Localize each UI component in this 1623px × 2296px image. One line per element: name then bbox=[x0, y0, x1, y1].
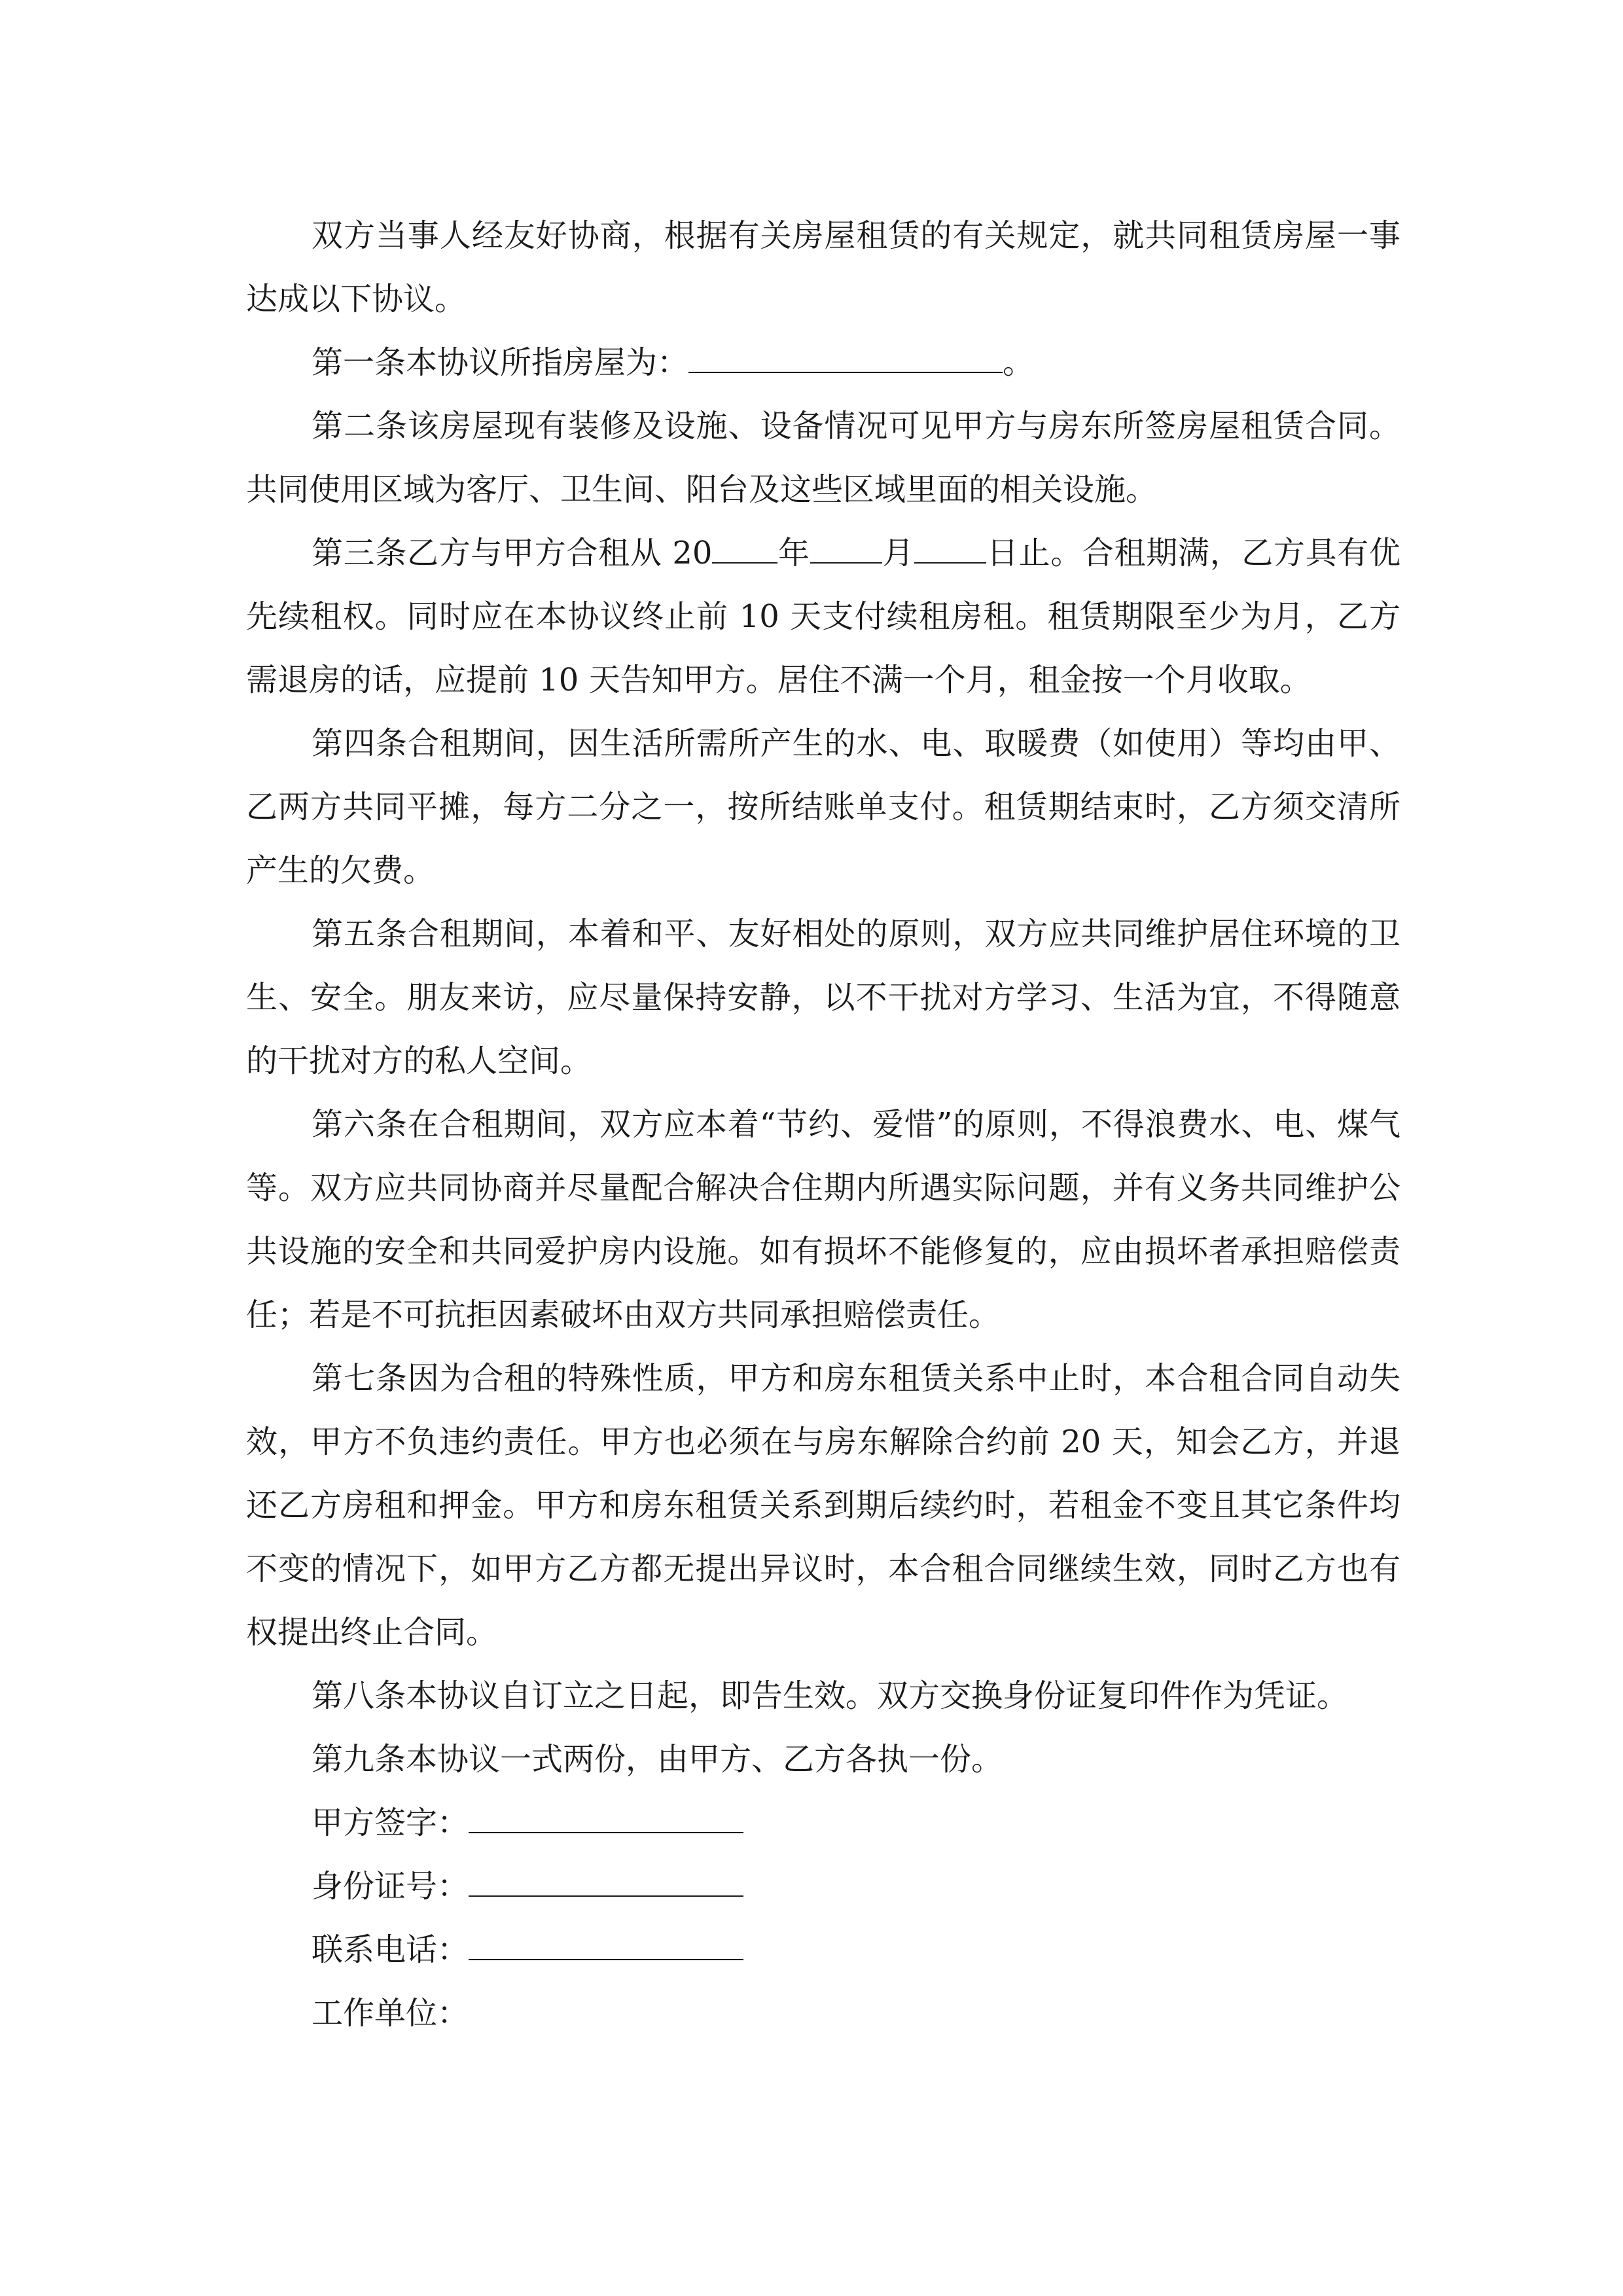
article-9: 第九条本协议一式两份，由甲方、乙方各执一份。 bbox=[312, 1741, 1003, 1778]
article-2: 第二条该房屋现有装修及设施、设备情况可见甲方与房东所签房屋租赁合同。共同使用区域为客厅、卫生间、阳台及这些区域里面的相关设施。 bbox=[246, 408, 1400, 508]
employer-row bbox=[246, 1982, 1400, 2045]
article-1 bbox=[246, 331, 1400, 395]
article-5: 第五条合租期间，本着和平、友好相处的原则，双方应共同维护居住环境的卫生、安全。朋友来访，应尽量保持安静，以不干扰对方学习、生活为宜，不得随意的干扰对方的私人空间。 bbox=[246, 916, 1400, 1079]
article-3-part1: 第三条乙方与甲方合租从 20 bbox=[312, 535, 713, 571]
phone-label: 联系电话： bbox=[312, 1931, 469, 1968]
phone-row bbox=[246, 1918, 1400, 1982]
employer-label: 工作单位： bbox=[312, 1995, 469, 2032]
article-1-suffix: 。 bbox=[1003, 344, 1035, 381]
article-1-prefix: 第一条本协议所指房屋为： bbox=[312, 344, 689, 381]
party-a-signature-blank[interactable] bbox=[469, 1803, 743, 1833]
article-3 bbox=[246, 522, 1400, 712]
id-number-blank[interactable] bbox=[469, 1867, 743, 1897]
party-a-signature-row bbox=[246, 1791, 1400, 1855]
year-blank[interactable] bbox=[712, 533, 777, 564]
phone-blank[interactable] bbox=[469, 1930, 743, 1960]
day-blank[interactable] bbox=[914, 533, 986, 564]
article-4: 第四条合租期间，因生活所需所产生的水、电、取暖费（如使用）等均由甲、乙两方共同平摊，每方二分之一，按所结账单支付。租赁期结束时，乙方须交清所产生的欠费。 bbox=[246, 725, 1400, 889]
id-number-row bbox=[246, 1855, 1400, 1918]
article-7: 第七条因为合租的特殊性质，甲方和房东租赁关系中止时，本合租合同自动失效，甲方不负违约责任。甲方也必须在与房东解除合约前 20 天，知会乙方，并退还乙方房租和押金。甲方和房东租赁关系到期后续约时，若租金不变且其它条件均不变的情况下，如甲方乙方都无提出异议时，本合租合同继续生效，同时乙方也有权提出终止合同。 bbox=[246, 1360, 1400, 1651]
article-6: 第六条在合租期间，双方应本着“节约、爱惜”的原则，不得浪费水、电、煤气等。双方应共同协商并尽量配合解决合住期内所遇实际问题，并有义务共同维护公共设施的安全和共同爱护房内设施。如有损坏不能修复的，应由损坏者承担赔偿责任；若是不可抗拒因素破坏由双方共同承担赔偿责任。 bbox=[246, 1106, 1400, 1333]
month-blank[interactable] bbox=[810, 533, 882, 564]
id-number-label: 身份证号： bbox=[312, 1868, 469, 1905]
article-3-part2: 年 bbox=[777, 535, 810, 571]
contract-page bbox=[246, 204, 1400, 2045]
party-a-signature-label: 甲方签字： bbox=[312, 1804, 469, 1841]
house-address-blank[interactable] bbox=[688, 343, 1003, 373]
article-3-part4: 日止。合租期满，乙方具有优先续租权。同时应在本协议终止前 10 天支付续租房租。租赁期限至少为月，乙方需退房的话，应提前 10 天告知甲方。居住不满一个月，租金按一个月收取。 bbox=[246, 535, 1400, 698]
article-3-part3: 月 bbox=[882, 535, 915, 571]
intro-paragraph: 双方当事人经友好协商，根据有关房屋租赁的有关规定，就共同租赁房屋一事达成以下协议。 bbox=[246, 217, 1400, 317]
article-8: 第八条本协议自订立之日起，即告生效。双方交换身份证复印件作为凭证。 bbox=[312, 1677, 1349, 1714]
